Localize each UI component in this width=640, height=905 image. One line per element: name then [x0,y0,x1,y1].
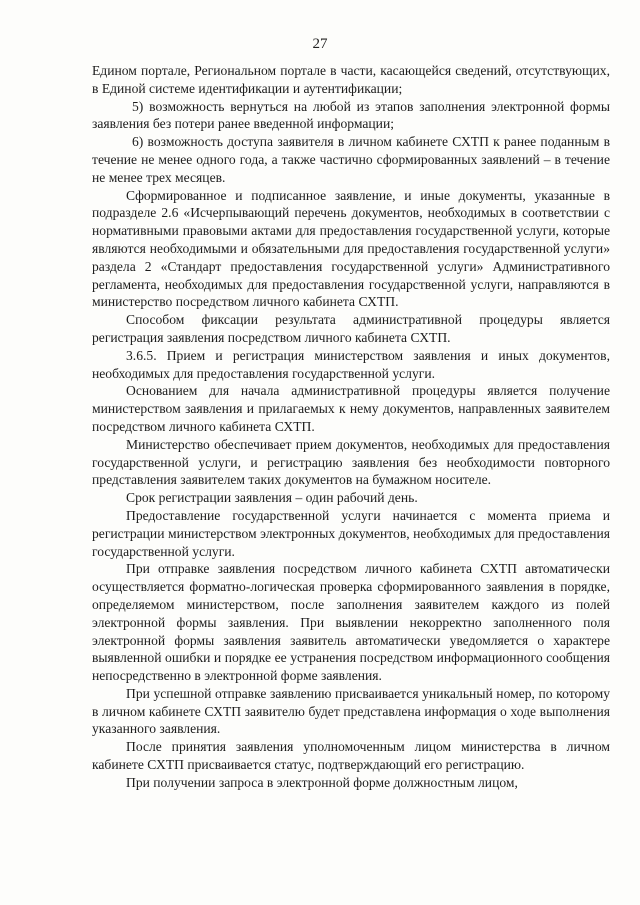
paragraph: При отправке заявления посредством личного кабинета СХТП автоматически осуществляется форматно-логическая проверка сформированного заявления в порядке, определяемом министерством, после заполнения заявителем каждого из полей электронной формы заявления. При выявлении некорректно заполненного поля электронной формы заявления заявитель автоматически уведомляется о характере выявленной ошибки и порядке ее устранения посредством информационного сообщения непосредственно в электронной форме заявления. [92,561,610,684]
paragraph: Способом фиксации результата административной процедуры является регистрация заявления посредством личного кабинета СХТП. [92,312,610,345]
paragraph: При получении запроса в электронной форме должностным лицом, [126,774,518,790]
paragraph: Предоставление государственной услуги начинается с момента приема и регистрации министерством электронных документов, необходимых для предоставления государственной услуги. [92,507,610,559]
paragraph: Сформированное и подписанное заявление, и иные документы, указанные в подразделе 2.6 «Исчерпывающий перечень документов, необходимых в соответствии с нормативными правовыми актами для предоставления государственной услуги, которые являются необходимыми и обязательными для предоставления государственной услуги» раздела 2 «Стандарт предоставления государственной услуги» Административного регламента, необходимых для предоставления государственной услуги, направляются в министерство посредством личного кабинета СХТП. [92,187,610,310]
document-body [92,62,610,792]
paragraph: Министерство обеспечивает прием документов, необходимых для предоставления государственной услуги, и регистрацию заявления без необходимости повторного представления заявителем таких документов на бумажном носителе. [92,436,610,488]
paragraph: После принятия заявления уполномоченным лицом министерства в личном кабинете СХТП присваивается статус, подтверждающий его регистрацию. [92,739,610,773]
paragraph: Срок регистрации заявления – один рабочий день. [126,490,418,506]
page-number: 27 [312,36,328,52]
paragraph: Основанием для начала административной процедуры является получение министерством заявления и прилагаемых к нему документов, направленных заявителем посредством личного кабинета СХТП. [92,383,610,434]
paragraph: Едином портале, Региональном портале в части, касающейся сведений, отсутствующих, в Единой системе идентификации и аутентификации; [92,63,610,96]
list-item: 6) возможность доступа заявителя в личном кабинете СХТП к ранее поданным в течение не менее одного года, а также частично сформированных заявлений – в течение не менее трех месяцев. [92,134,610,185]
section-heading: 3.6.5. Прием и регистрация министерством заявления и иных документов, необходимых для предоставления государственной услуги. [92,347,610,381]
list-item: 5) возможность вернуться на любой из этапов заполнения электронной формы заявления без потери ранее введенной информации; [92,98,610,132]
paragraph: При успешной отправке заявлению присваивается уникальный номер, по которому в личном кабинете СХТП заявителю будет представлена информация о ходе выполнения указанного заявления. [92,685,610,737]
